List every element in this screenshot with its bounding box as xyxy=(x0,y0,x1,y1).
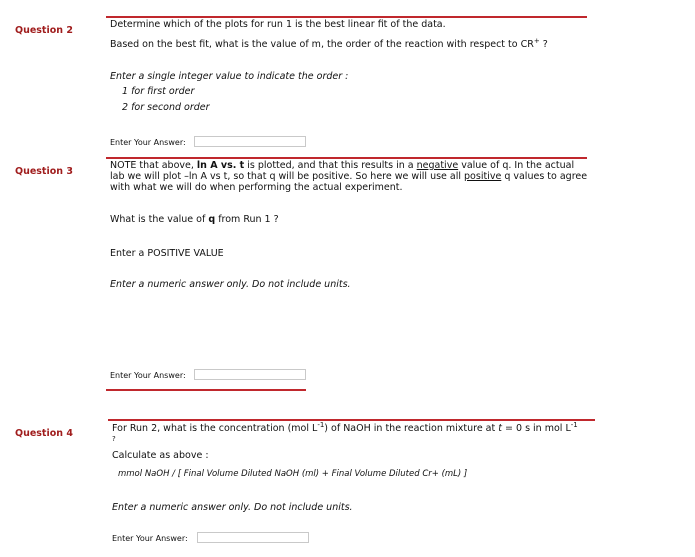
q3-answer-input[interactable] xyxy=(194,369,306,380)
q3-question-start: What is the value of xyxy=(110,214,209,225)
q4-unit-sup1: -1 xyxy=(317,420,325,429)
q3-answer-label: Enter Your Answer: xyxy=(110,371,186,380)
q3-numeric-instruction: Enter a numeric answer only. Do not include units. xyxy=(110,279,351,290)
q2-charge-sup: + xyxy=(533,36,540,45)
q3-note-plot: ln A vs. t xyxy=(196,160,245,171)
q3-question xyxy=(110,214,279,226)
q3-question-q: q xyxy=(208,214,216,225)
q4-unit-sup2: -1 xyxy=(570,420,578,429)
q2-option-first-order: 1 for first order xyxy=(122,86,195,97)
question-2-divider xyxy=(106,16,587,18)
q4-prompt-end: = 0 s in mol L xyxy=(502,423,571,434)
q2-option-second-order: 2 for second order xyxy=(122,102,210,113)
q3-note xyxy=(110,160,590,193)
q3-note-end: q values to agree with what we will do when performing the actual experiment. xyxy=(110,171,588,193)
q3-note-mid: is plotted, and that this results in a xyxy=(244,160,417,171)
q3-positive-value: Enter a POSITIVE VALUE xyxy=(110,248,224,259)
q4-numeric-instruction: Enter a numeric answer only. Do not include units. xyxy=(112,502,353,513)
q2-prompt-line1: Determine which of the plots for run 1 is the best linear fit of the data. xyxy=(110,19,446,30)
q4-answer-input[interactable] xyxy=(197,532,309,543)
q3-note-start: NOTE that above, xyxy=(110,160,197,171)
question-4-divider xyxy=(108,419,595,421)
q4-prompt-mid: ) of NaOH in the reaction mixture at xyxy=(324,423,499,434)
q2-prompt-line2-text: Based on the best fit, what is the value of m, the order of the reaction with respect to CR xyxy=(110,39,534,50)
q3-answer-divider xyxy=(106,389,306,391)
q4-prompt xyxy=(112,420,578,435)
q3-note-positive: positive xyxy=(464,171,502,182)
q4-question-mark: ? xyxy=(112,435,116,443)
question-4-label: Question 4 xyxy=(15,428,73,439)
question-3-divider xyxy=(106,157,587,159)
q4-calculate: Calculate as above : xyxy=(112,450,209,461)
q2-instruction: Enter a single integer value to indicate the order : xyxy=(110,71,349,82)
q4-answer-label: Enter Your Answer: xyxy=(112,534,188,543)
q2-prompt-line2-end: ? xyxy=(539,39,548,50)
q3-note-mid2: value of q. In the actual lab we will plot –ln A vs t, so that q will be positive. So here we will use all xyxy=(110,160,575,182)
question-2-label: Question 2 xyxy=(15,25,73,36)
question-3-label: Question 3 xyxy=(15,166,73,177)
q4-prompt-t: t xyxy=(498,423,502,434)
q2-prompt-line2 xyxy=(110,36,548,51)
q2-answer-input[interactable] xyxy=(194,136,306,147)
q4-formula: mmol NaOH / [ Final Volume Diluted NaOH (ml) + Final Volume Diluted Cr+ (mL) ] xyxy=(118,469,468,479)
q2-answer-label: Enter Your Answer: xyxy=(110,138,186,147)
q3-note-negative: negative xyxy=(416,160,459,171)
q4-prompt-start: For Run 2, what is the concentration (mol L xyxy=(112,423,318,434)
q3-question-end: from Run 1 ? xyxy=(215,214,279,225)
